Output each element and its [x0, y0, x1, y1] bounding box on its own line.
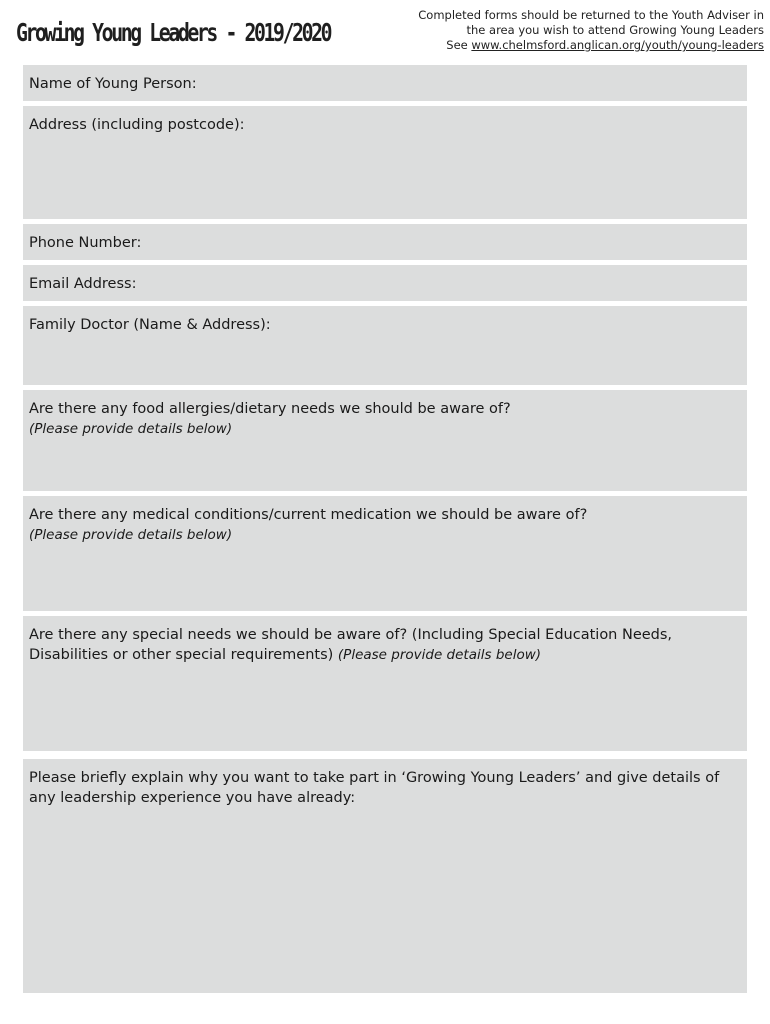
form-title: Growing Young Leaders - 2019/2020 — [16, 18, 331, 47]
email-label: Email Address: — [29, 276, 137, 292]
phone-field[interactable] — [23, 224, 747, 260]
instruction-line-1: Completed forms should be returned to the Youth Adviser in — [418, 8, 764, 22]
allergies-hint: (Please provide details below) — [29, 421, 233, 437]
address-field[interactable] — [23, 106, 747, 219]
special-needs-question — [29, 625, 741, 665]
see-prefix: See — [446, 38, 472, 52]
youth-website-link[interactable]: www.chelmsford.anglican.org/youth/young-leaders — [471, 38, 764, 52]
address-label: Address (including postcode): — [29, 117, 245, 133]
allergies-field[interactable] — [23, 390, 747, 491]
special-needs-label: Are there any special needs we should be aware of? (Including Special Education Needs, Disabilities or other special requirements) — [29, 627, 673, 663]
return-instructions — [384, 8, 764, 53]
instruction-line-3 — [384, 38, 764, 53]
instruction-line-2: the area you wish to attend Growing Young Leaders — [466, 23, 764, 37]
allergies-label: Are there any food allergies/dietary needs we should be aware of? — [29, 401, 511, 417]
medical-hint: (Please provide details below) — [29, 527, 233, 543]
name-label: Name of Young Person: — [29, 76, 197, 92]
medical-field[interactable] — [23, 496, 747, 611]
special-needs-hint: (Please provide details below) — [337, 647, 542, 663]
email-field[interactable] — [23, 265, 747, 301]
experience-field[interactable] — [23, 759, 747, 993]
special-needs-field[interactable] — [23, 616, 747, 751]
phone-label: Phone Number: — [29, 235, 142, 251]
experience-label: Please briefly explain why you want to take part in ‘Growing Young Leaders’ and give details of any leadership experience you have already: — [29, 770, 720, 806]
doctor-label: Family Doctor (Name & Address): — [29, 317, 271, 333]
doctor-field[interactable] — [23, 306, 747, 385]
medical-label: Are there any medical conditions/current medication we should be aware of? — [29, 507, 588, 523]
name-field[interactable] — [23, 65, 747, 101]
